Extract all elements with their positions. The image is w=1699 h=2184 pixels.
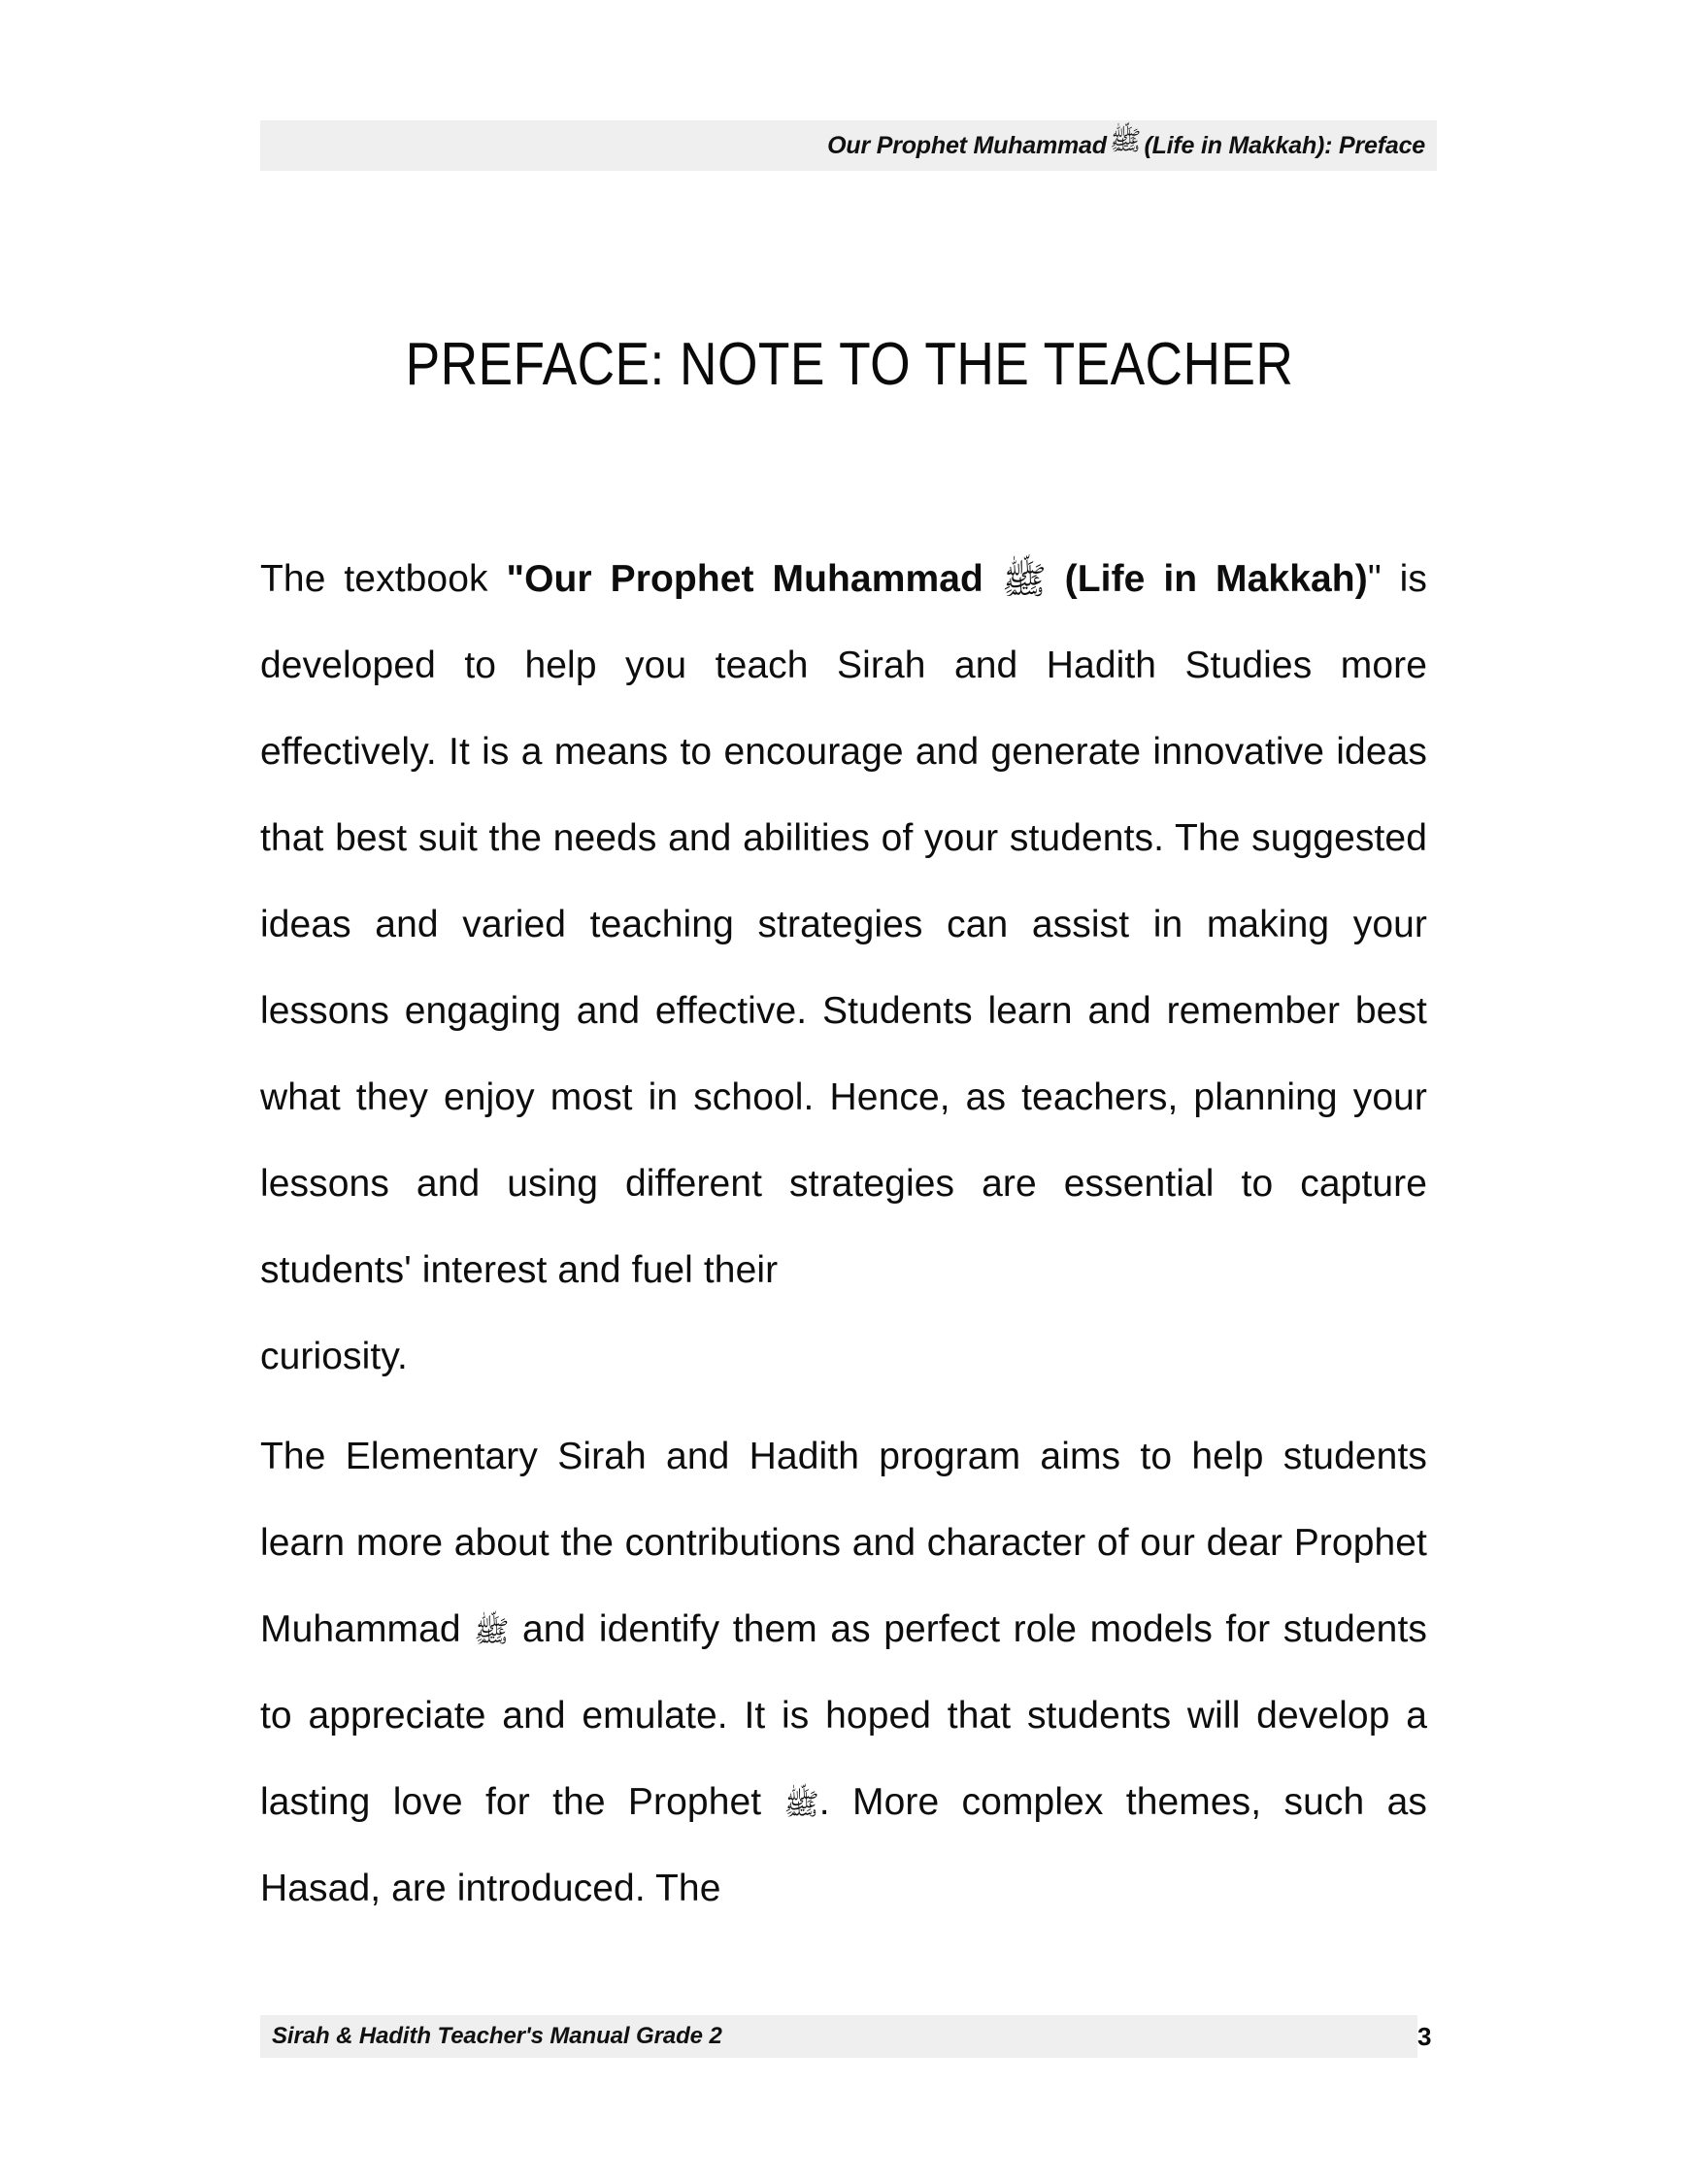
header-title-after: (Life in Makkah): Preface <box>1144 131 1425 159</box>
paragraph-2 <box>260 1413 1427 1932</box>
running-footer: Sirah & Hadith Teacher's Manual Grade 2 <box>272 2023 722 2049</box>
p1-run-1: "Our Prophet Muhammad <box>506 558 1002 600</box>
p2-run-0: The Elementary Sirah and Hadith program aims to help students learn more about the contributions and character of our dear Prophet Muhammad <box>260 1436 1427 1650</box>
p2-run-4: . More complex themes, such as Hasad, are introduced. The <box>260 1781 1427 1909</box>
page-title: PREFACE: NOTE TO THE TEACHER <box>405 330 1294 398</box>
running-header <box>260 120 1425 171</box>
p1-run-4: " is developed to help you teach Sirah and Hadith Studies more effectively. It is a means to encourage and generate innovative ideas that best suit the needs and abilities of your students. The suggested ideas and varied teaching strategies can assist in making your lessons engaging and effective. Students learn and remember best what they enjoy most in school. Hence, as teachers, planning your lessons and using different strategies are essential to capture students' interest and fuel their <box>260 558 1428 1291</box>
salawat-icon: ﷺ <box>474 1616 510 1648</box>
salawat-icon: ﷺ <box>1001 561 1047 602</box>
salawat-icon: ﷺ <box>783 1789 819 1821</box>
salawat-icon: ﷺ <box>1109 125 1142 155</box>
p1-run-0: The textbook <box>260 558 507 600</box>
page-number: 3 <box>1417 2021 1432 2051</box>
paragraph-1 <box>260 536 1427 1400</box>
p1-run-3: (Life in Makkah) <box>1046 558 1368 600</box>
p1-last-line: curiosity. <box>260 1336 408 1377</box>
body-content <box>260 536 1427 1945</box>
p2-run-2: and identify them as perfect role models for students to appreciate and emulate. It is hoped that students will develop a lasting love for the Prophet <box>260 1608 1427 1823</box>
header-title-before: Our Prophet Muhammad <box>827 131 1107 159</box>
